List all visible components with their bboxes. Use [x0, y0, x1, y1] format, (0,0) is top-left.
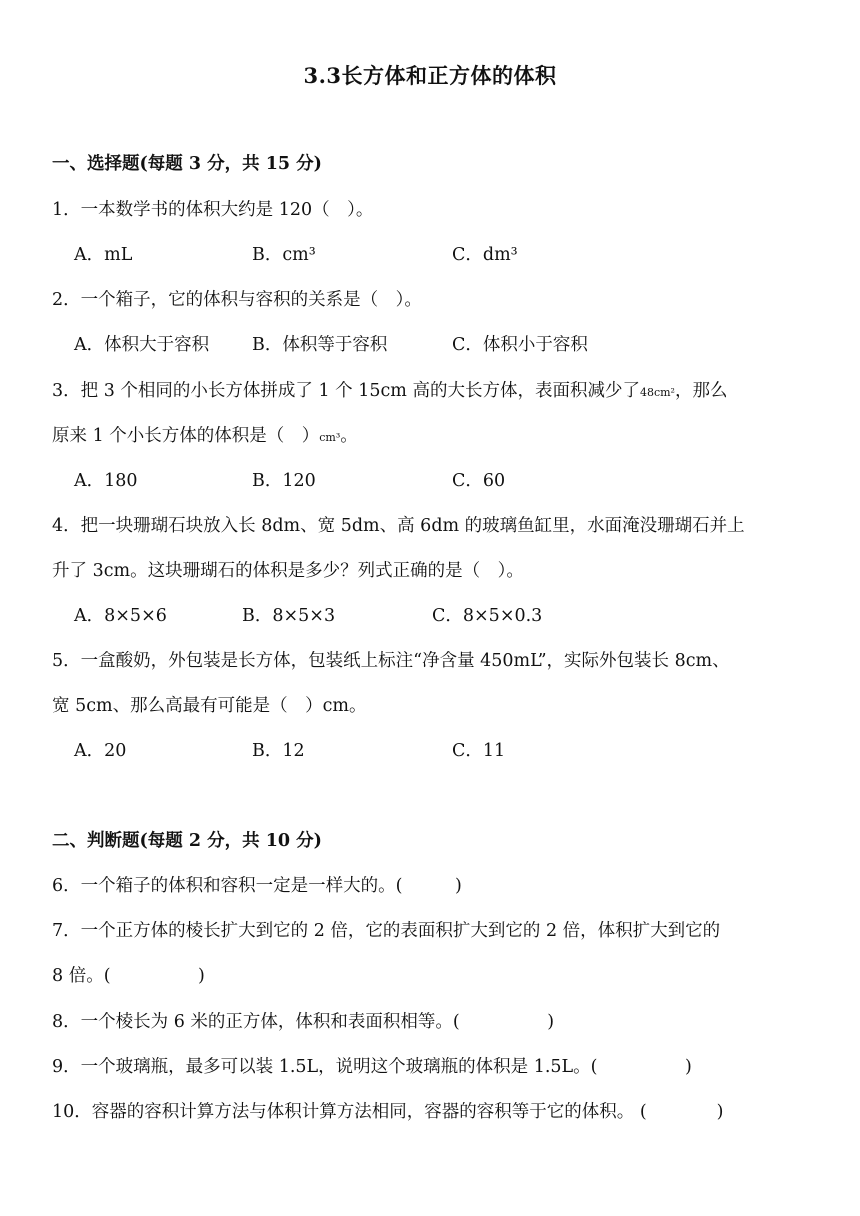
question-10-text: 10．容器的容积计算方法与体积计算方法相同，容器的容积等于它的体积。 ( ) — [52, 1102, 724, 1122]
page-title: 3.3长方体和正方体的体积 — [303, 63, 557, 88]
question-7-line-1: 7．一个正方体的棱长扩大到它的 2 倍，它的表面积扩大到它的 2 倍，体积扩大到它的 — [52, 921, 721, 941]
question-3-area-unit: 48cm² — [639, 386, 675, 399]
question-1-option-c: C．dm³ — [452, 245, 518, 265]
question-5-option-b: B．12 — [252, 741, 305, 761]
question-2-text: 2．一个箱子，它的体积与容积的关系是（ ）。 — [52, 290, 422, 310]
question-3-line-2-text: 原来 1 个小长方体的体积是（ ） — [52, 426, 320, 446]
question-3-option-a: A．180 — [74, 471, 138, 491]
question-6-text: 6．一个箱子的体积和容积一定是一样大的。( ) — [52, 876, 462, 896]
question-2-option-a: A．体积大于容积 — [74, 335, 210, 355]
question-3-option-c: C．60 — [452, 471, 506, 491]
question-5-line-1: 5．一盒酸奶，外包装是长方体，包装纸上标注“净含量 450mL”，实际外包装长 8cm、 — [52, 651, 730, 671]
question-2-option-c: C．体积小于容积 — [452, 335, 588, 355]
question-4-line-1: 4．把一块珊瑚石块放入长 8dm、宽 5dm、高 6dm 的玻璃鱼缸里，水面淹没珊瑚石并上 — [52, 516, 745, 536]
question-3-line-1-end: ，那么 — [674, 381, 728, 401]
question-8-text: 8．一个棱长为 6 米的正方体，体积和表面积相等。( ) — [52, 1012, 555, 1032]
question-4-line-2: 升了 3cm。这块珊瑚石的体积是多少？列式正确的是（ ）。 — [52, 561, 524, 581]
question-3-volume-unit: cm³ — [319, 431, 341, 444]
question-3-line-1 — [52, 379, 810, 405]
section-heading-choice: 一、选择题(每题 3 分，共 15 分) — [52, 154, 322, 174]
question-5-line-2: 宽 5cm、那么高最有可能是（ ）cm。 — [52, 696, 367, 716]
question-3-option-b: B．120 — [252, 471, 316, 491]
question-4-option-c: C．8×5×0.3 — [432, 606, 543, 626]
question-3-line-2-end: 。 — [340, 426, 358, 446]
question-1-option-a: A．mL — [74, 245, 133, 265]
question-4-option-b: B．8×5×3 — [242, 606, 336, 626]
question-3-line-2 — [52, 424, 810, 450]
question-5-option-c: C．11 — [452, 741, 506, 761]
question-1-option-b: B．cm³ — [252, 245, 316, 265]
question-2-option-b: B．体积等于容积 — [252, 335, 388, 355]
question-3-line-1-text: 3．把 3 个相同的小长方体拼成了 1 个 15cm 高的大长方体，表面积减少了 — [52, 381, 640, 401]
question-9-text: 9．一个玻璃瓶，最多可以装 1.5L，说明这个玻璃瓶的体积是 1.5L。( ) — [52, 1057, 692, 1077]
section-heading-true-false: 二、判断题(每题 2 分，共 10 分) — [52, 831, 322, 851]
question-7-line-2: 8 倍。( ) — [52, 966, 205, 986]
question-1-text: 1．一本数学书的体积大约是 120（ ）。 — [52, 200, 374, 220]
question-4-option-a: A．8×5×6 — [74, 606, 167, 626]
question-5-option-a: A．20 — [74, 741, 127, 761]
